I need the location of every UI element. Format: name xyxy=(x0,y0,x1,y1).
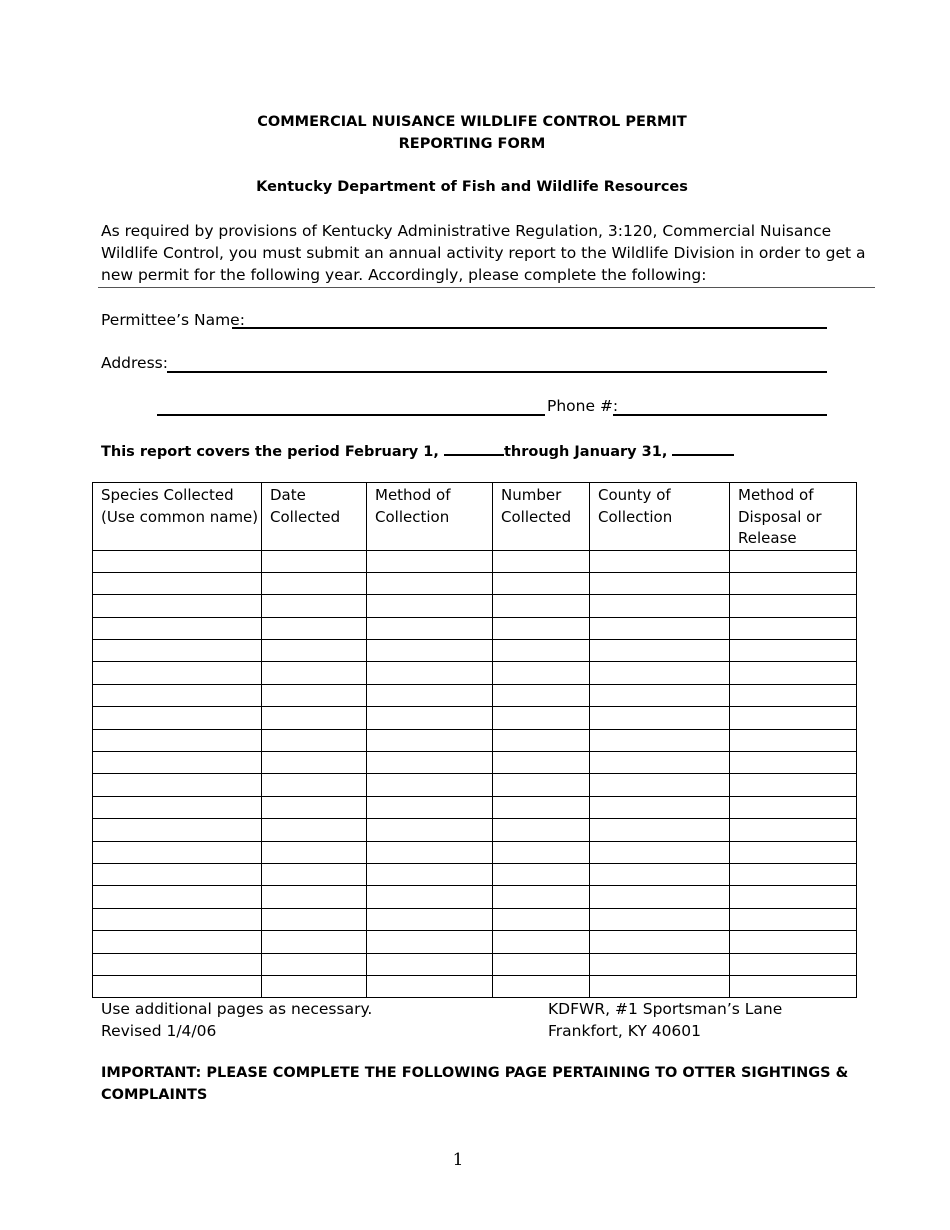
table-cell[interactable] xyxy=(590,908,730,930)
table-cell[interactable] xyxy=(730,931,857,953)
table-cell[interactable] xyxy=(493,550,590,572)
table-row xyxy=(93,617,857,639)
collection-log-table xyxy=(92,482,857,998)
table-cell[interactable] xyxy=(590,595,730,617)
table-cell[interactable] xyxy=(730,774,857,796)
form-title: COMMERCIAL NUISANCE WILDLIFE CONTROL PERMIT xyxy=(257,114,687,130)
table-cell[interactable] xyxy=(367,550,493,572)
table-cell[interactable] xyxy=(590,975,730,997)
table-cell[interactable] xyxy=(730,617,857,639)
table-cell[interactable] xyxy=(493,796,590,818)
table-cell[interactable] xyxy=(590,863,730,885)
table-cell[interactable] xyxy=(262,752,367,774)
header-number: Number Collected xyxy=(493,483,590,551)
table-row xyxy=(93,707,857,729)
table-row xyxy=(93,595,857,617)
table-cell[interactable] xyxy=(93,841,262,863)
table-row xyxy=(93,975,857,997)
table-cell[interactable] xyxy=(493,953,590,975)
table-cell[interactable] xyxy=(730,752,857,774)
table-cell[interactable] xyxy=(262,595,367,617)
table-cell[interactable] xyxy=(93,707,262,729)
table-cell[interactable] xyxy=(367,752,493,774)
table-cell[interactable] xyxy=(730,595,857,617)
table-cell[interactable] xyxy=(493,886,590,908)
table-row xyxy=(93,953,857,975)
table-row xyxy=(93,931,857,953)
table-cell[interactable] xyxy=(93,550,262,572)
table-cell[interactable] xyxy=(367,908,493,930)
table-cell[interactable] xyxy=(93,908,262,930)
period-start-text: This report covers the period February 1, xyxy=(101,444,444,460)
table-cell[interactable] xyxy=(93,975,262,997)
table-body xyxy=(93,550,857,998)
report-period xyxy=(101,440,734,460)
address-line2-field[interactable] xyxy=(157,414,545,416)
table-cell[interactable] xyxy=(262,886,367,908)
table-cell[interactable] xyxy=(730,953,857,975)
table-row xyxy=(93,908,857,930)
header-species: Species Collected (Use common name) xyxy=(93,483,262,551)
header-disposal: Method of Disposal or Release xyxy=(730,483,857,551)
table-cell[interactable] xyxy=(590,796,730,818)
table-cell[interactable] xyxy=(493,931,590,953)
table-cell[interactable] xyxy=(493,640,590,662)
table-cell[interactable] xyxy=(93,886,262,908)
table-cell[interactable] xyxy=(590,684,730,706)
table-cell[interactable] xyxy=(493,684,590,706)
table-cell[interactable] xyxy=(93,931,262,953)
table-cell[interactable] xyxy=(493,595,590,617)
permittee-name-field[interactable] xyxy=(232,327,827,329)
table-cell[interactable] xyxy=(590,729,730,751)
table-cell[interactable] xyxy=(493,707,590,729)
mailing-address-line1: KDFWR, #1 Sportsman’s Lane xyxy=(548,1000,783,1018)
table-cell[interactable] xyxy=(93,640,262,662)
table-cell[interactable] xyxy=(262,774,367,796)
table-cell[interactable] xyxy=(590,617,730,639)
table-cell[interactable] xyxy=(493,572,590,594)
table-header-row xyxy=(93,483,857,551)
table-cell[interactable] xyxy=(493,662,590,684)
table-cell[interactable] xyxy=(590,752,730,774)
table-row xyxy=(93,863,857,885)
table-cell[interactable] xyxy=(590,886,730,908)
table-cell[interactable] xyxy=(262,975,367,997)
intro-paragraph: As required by provisions of Kentucky Administrative Regulation, 3:120, Commercial Nuisance Wildlife Control, you must submit an annual activity report to the Wildlife Division in order to get a new permit for the following year. Accordingly, please complete the following: xyxy=(101,222,866,284)
table-cell[interactable] xyxy=(93,617,262,639)
table-cell[interactable] xyxy=(262,550,367,572)
table-cell[interactable] xyxy=(262,617,367,639)
important-notice: IMPORTANT: PLEASE COMPLETE THE FOLLOWING PAGE PERTAINING TO OTTER SIGHTINGS & COMPLAINTS xyxy=(101,1065,849,1103)
table-cell[interactable] xyxy=(367,662,493,684)
section-divider xyxy=(98,287,875,288)
table-cell[interactable] xyxy=(493,841,590,863)
table-cell[interactable] xyxy=(590,572,730,594)
period-end-text: through January 31, xyxy=(503,444,673,460)
table-row xyxy=(93,662,857,684)
table-row xyxy=(93,841,857,863)
table-cell[interactable] xyxy=(493,729,590,751)
table-cell[interactable] xyxy=(493,617,590,639)
table-cell[interactable] xyxy=(262,908,367,930)
table-cell[interactable] xyxy=(93,819,262,841)
table-cell[interactable] xyxy=(590,640,730,662)
table-cell[interactable] xyxy=(493,819,590,841)
agency-name: Kentucky Department of Fish and Wildlife Resources xyxy=(256,179,688,195)
table-row xyxy=(93,640,857,662)
mailing-address-line2: Frankfort, KY 40601 xyxy=(548,1022,702,1040)
table-cell[interactable] xyxy=(367,841,493,863)
table-cell[interactable] xyxy=(93,953,262,975)
table-cell[interactable] xyxy=(730,662,857,684)
table-cell[interactable] xyxy=(730,819,857,841)
table-cell[interactable] xyxy=(367,863,493,885)
table-cell[interactable] xyxy=(730,908,857,930)
table-cell[interactable] xyxy=(262,729,367,751)
table-cell[interactable] xyxy=(367,953,493,975)
table-cell[interactable] xyxy=(730,550,857,572)
table-cell[interactable] xyxy=(93,729,262,751)
table-row xyxy=(93,886,857,908)
table-row xyxy=(93,550,857,572)
table-cell[interactable] xyxy=(367,617,493,639)
address-label: Address: xyxy=(101,354,168,372)
table-cell[interactable] xyxy=(730,640,857,662)
table-cell[interactable] xyxy=(93,796,262,818)
table-cell[interactable] xyxy=(93,595,262,617)
table-row xyxy=(93,774,857,796)
table-cell[interactable] xyxy=(262,572,367,594)
table-row xyxy=(93,752,857,774)
table-cell[interactable] xyxy=(493,752,590,774)
table-cell[interactable] xyxy=(590,774,730,796)
table-cell[interactable] xyxy=(367,774,493,796)
page-number: 1 xyxy=(452,1150,464,1170)
table-cell[interactable] xyxy=(262,796,367,818)
table-cell[interactable] xyxy=(730,841,857,863)
table-row xyxy=(93,729,857,751)
table-cell[interactable] xyxy=(730,707,857,729)
table-cell[interactable] xyxy=(590,707,730,729)
table-cell[interactable] xyxy=(93,684,262,706)
table-cell[interactable] xyxy=(367,931,493,953)
table-cell[interactable] xyxy=(367,640,493,662)
table-row xyxy=(93,819,857,841)
revision-date: Revised 1/4/06 xyxy=(101,1022,217,1040)
table-cell[interactable] xyxy=(262,819,367,841)
table-cell[interactable] xyxy=(590,841,730,863)
header-date: Date Collected xyxy=(262,483,367,551)
table-cell[interactable] xyxy=(367,684,493,706)
table-cell[interactable] xyxy=(367,796,493,818)
table-cell[interactable] xyxy=(367,707,493,729)
table-cell[interactable] xyxy=(367,595,493,617)
table-cell[interactable] xyxy=(367,975,493,997)
table-cell[interactable] xyxy=(93,572,262,594)
table-cell[interactable] xyxy=(262,953,367,975)
table-cell[interactable] xyxy=(93,662,262,684)
table-cell[interactable] xyxy=(730,863,857,885)
table-cell[interactable] xyxy=(262,931,367,953)
table-row xyxy=(93,796,857,818)
table-cell[interactable] xyxy=(93,774,262,796)
table-cell[interactable] xyxy=(262,863,367,885)
table-cell[interactable] xyxy=(493,975,590,997)
table-cell[interactable] xyxy=(262,640,367,662)
table-cell[interactable] xyxy=(262,841,367,863)
table-cell[interactable] xyxy=(730,975,857,997)
permittee-name-label: Permittee’s Name: xyxy=(101,311,245,329)
table-cell[interactable] xyxy=(262,662,367,684)
table-cell[interactable] xyxy=(730,684,857,706)
table-cell[interactable] xyxy=(590,662,730,684)
table-cell[interactable] xyxy=(367,729,493,751)
table-cell[interactable] xyxy=(730,729,857,751)
form-subtitle: REPORTING FORM xyxy=(398,136,546,152)
table-cell[interactable] xyxy=(493,908,590,930)
table-cell[interactable] xyxy=(493,863,590,885)
table-cell[interactable] xyxy=(367,572,493,594)
table-cell[interactable] xyxy=(730,796,857,818)
phone-label: Phone #: xyxy=(547,397,619,415)
table-cell[interactable] xyxy=(93,863,262,885)
table-cell[interactable] xyxy=(590,931,730,953)
table-cell[interactable] xyxy=(367,886,493,908)
phone-field[interactable] xyxy=(613,414,827,416)
address-field[interactable] xyxy=(167,371,827,373)
table-cell[interactable] xyxy=(262,707,367,729)
table-cell[interactable] xyxy=(493,774,590,796)
table-cell[interactable] xyxy=(590,953,730,975)
table-cell[interactable] xyxy=(367,819,493,841)
header-method: Method of Collection xyxy=(367,483,493,551)
table-cell[interactable] xyxy=(730,572,857,594)
table-row xyxy=(93,684,857,706)
header-county: County of Collection xyxy=(590,483,730,551)
period-end-year-field[interactable] xyxy=(672,440,734,456)
table-cell[interactable] xyxy=(590,550,730,572)
table-cell[interactable] xyxy=(730,886,857,908)
table-row xyxy=(93,572,857,594)
table-cell[interactable] xyxy=(590,819,730,841)
table-cell[interactable] xyxy=(262,684,367,706)
period-start-year-field[interactable] xyxy=(444,440,504,456)
table-cell[interactable] xyxy=(93,752,262,774)
additional-pages-note: Use additional pages as necessary. xyxy=(101,1000,373,1018)
